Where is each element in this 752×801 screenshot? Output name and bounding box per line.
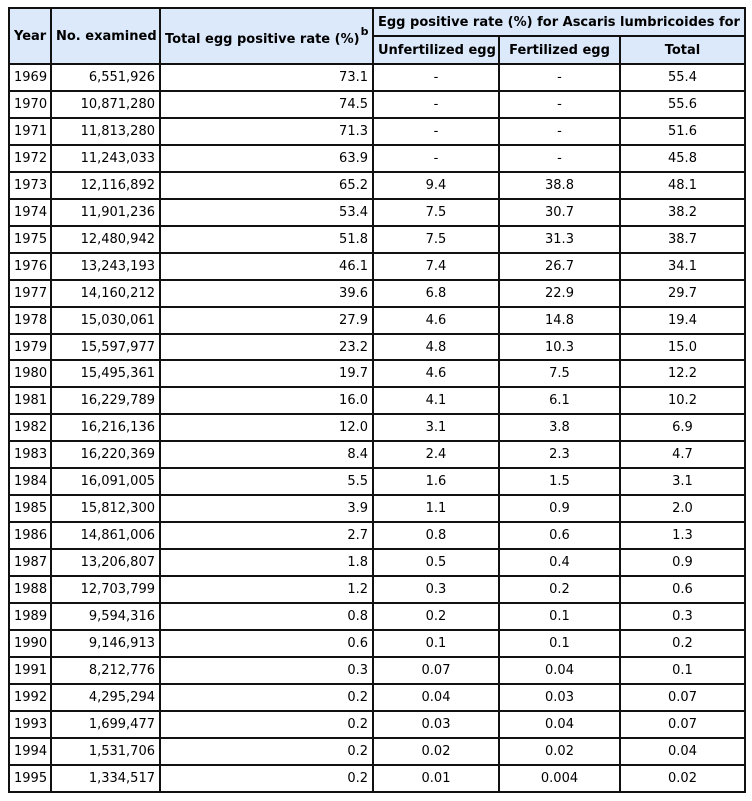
table-row xyxy=(9,522,745,549)
col-header-total-egg-positive-rate xyxy=(160,8,373,64)
cell-no-examined: 11,243,033 xyxy=(51,145,160,172)
cell-total-rate: 0.6 xyxy=(160,630,373,657)
cell-no-examined: 16,220,369 xyxy=(51,441,160,468)
cell-no-examined: 4,295,294 xyxy=(51,684,160,711)
table-header xyxy=(9,8,745,64)
cell-unfertilized: 4.1 xyxy=(373,387,499,414)
cell-fertilized: - xyxy=(499,91,620,118)
cell-no-examined: 1,531,706 xyxy=(51,738,160,765)
cell-total-rate: 12.0 xyxy=(160,414,373,441)
table-row xyxy=(9,711,745,738)
cell-fertilized: - xyxy=(499,64,620,91)
cell-total-rate: 46.1 xyxy=(160,253,373,280)
cell-no-examined: 12,116,892 xyxy=(51,172,160,199)
table-row xyxy=(9,576,745,603)
cell-year: 1969 xyxy=(9,64,51,91)
cell-fertilized: 30.7 xyxy=(499,199,620,226)
cell-year: 1982 xyxy=(9,414,51,441)
cell-total: 0.6 xyxy=(620,576,745,603)
cell-unfertilized: 2.4 xyxy=(373,441,499,468)
cell-fertilized: 0.9 xyxy=(499,495,620,522)
cell-no-examined: 11,813,280 xyxy=(51,118,160,145)
cell-year: 1994 xyxy=(9,738,51,765)
cell-unfertilized: 7.5 xyxy=(373,226,499,253)
cell-total-rate: 71.3 xyxy=(160,118,373,145)
table-row xyxy=(9,549,745,576)
cell-fertilized: 0.1 xyxy=(499,630,620,657)
cell-no-examined: 16,091,005 xyxy=(51,468,160,495)
cell-no-examined: 15,030,061 xyxy=(51,307,160,334)
cell-total: 6.9 xyxy=(620,414,745,441)
cell-total-rate: 0.8 xyxy=(160,603,373,630)
cell-year: 1988 xyxy=(9,576,51,603)
table-row xyxy=(9,64,745,91)
col-header-unfertilized-egg: Unfertilized egg xyxy=(373,36,499,64)
footnote-marker: b xyxy=(360,25,369,38)
cell-total: 38.7 xyxy=(620,226,745,253)
cell-no-examined: 16,229,789 xyxy=(51,387,160,414)
cell-fertilized: - xyxy=(499,118,620,145)
cell-fertilized: 0.6 xyxy=(499,522,620,549)
cell-unfertilized: 0.01 xyxy=(373,765,499,792)
cell-fertilized: 31.3 xyxy=(499,226,620,253)
cell-total-rate: 51.8 xyxy=(160,226,373,253)
table-row xyxy=(9,91,745,118)
cell-total: 0.9 xyxy=(620,549,745,576)
cell-total: 12.2 xyxy=(620,360,745,387)
cell-fertilized: 0.1 xyxy=(499,603,620,630)
cell-year: 1970 xyxy=(9,91,51,118)
cell-total-rate: 0.2 xyxy=(160,738,373,765)
cell-total-rate: 1.8 xyxy=(160,549,373,576)
cell-no-examined: 1,334,517 xyxy=(51,765,160,792)
cell-total-rate: 39.6 xyxy=(160,280,373,307)
cell-total: 55.6 xyxy=(620,91,745,118)
cell-year: 1990 xyxy=(9,630,51,657)
cell-year: 1981 xyxy=(9,387,51,414)
cell-no-examined: 11,901,236 xyxy=(51,199,160,226)
cell-no-examined: 12,480,942 xyxy=(51,226,160,253)
cell-total-rate: 73.1 xyxy=(160,64,373,91)
cell-unfertilized: 0.8 xyxy=(373,522,499,549)
table-row xyxy=(9,387,745,414)
cell-total-rate: 0.2 xyxy=(160,684,373,711)
cell-no-examined: 14,160,212 xyxy=(51,280,160,307)
cell-year: 1980 xyxy=(9,360,51,387)
cell-no-examined: 14,861,006 xyxy=(51,522,160,549)
cell-year: 1983 xyxy=(9,441,51,468)
cell-total: 19.4 xyxy=(620,307,745,334)
cell-year: 1972 xyxy=(9,145,51,172)
cell-total: 2.0 xyxy=(620,495,745,522)
table-row xyxy=(9,145,745,172)
cell-unfertilized: 3.1 xyxy=(373,414,499,441)
cell-unfertilized: 7.5 xyxy=(373,199,499,226)
cell-unfertilized: 6.8 xyxy=(373,280,499,307)
cell-total-rate: 2.7 xyxy=(160,522,373,549)
cell-total: 3.1 xyxy=(620,468,745,495)
cell-total: 15.0 xyxy=(620,334,745,361)
cell-total: 55.4 xyxy=(620,64,745,91)
cell-fertilized: 38.8 xyxy=(499,172,620,199)
cell-fertilized: 3.8 xyxy=(499,414,620,441)
table-row xyxy=(9,441,745,468)
cell-fertilized: 14.8 xyxy=(499,307,620,334)
cell-unfertilized: 0.3 xyxy=(373,576,499,603)
table-row xyxy=(9,253,745,280)
cell-unfertilized: 4.6 xyxy=(373,360,499,387)
cell-fertilized: 0.4 xyxy=(499,549,620,576)
cell-no-examined: 8,212,776 xyxy=(51,657,160,684)
cell-total: 29.7 xyxy=(620,280,745,307)
cell-total-rate: 65.2 xyxy=(160,172,373,199)
cell-year: 1974 xyxy=(9,199,51,226)
cell-no-examined: 9,146,913 xyxy=(51,630,160,657)
cell-fertilized: 0.004 xyxy=(499,765,620,792)
cell-total-rate: 5.5 xyxy=(160,468,373,495)
cell-year: 1991 xyxy=(9,657,51,684)
cell-total-rate: 8.4 xyxy=(160,441,373,468)
cell-year: 1987 xyxy=(9,549,51,576)
table-row xyxy=(9,199,745,226)
cell-year: 1977 xyxy=(9,280,51,307)
table-row xyxy=(9,468,745,495)
cell-fertilized: 6.1 xyxy=(499,387,620,414)
cell-total-rate: 74.5 xyxy=(160,91,373,118)
cell-total: 10.2 xyxy=(620,387,745,414)
cell-year: 1985 xyxy=(9,495,51,522)
cell-no-examined: 10,871,280 xyxy=(51,91,160,118)
cell-unfertilized: 0.1 xyxy=(373,630,499,657)
table-row xyxy=(9,684,745,711)
cell-fertilized: 1.5 xyxy=(499,468,620,495)
cell-total-rate: 3.9 xyxy=(160,495,373,522)
cell-no-examined: 15,812,300 xyxy=(51,495,160,522)
table-row xyxy=(9,765,745,792)
cell-total: 1.3 xyxy=(620,522,745,549)
cell-no-examined: 12,703,799 xyxy=(51,576,160,603)
cell-unfertilized: - xyxy=(373,64,499,91)
table-row xyxy=(9,414,745,441)
col-group-header-ascaris: Egg positive rate (%) for Ascaris lumbricoides for xyxy=(373,8,745,36)
cell-year: 1995 xyxy=(9,765,51,792)
table-row xyxy=(9,603,745,630)
cell-fertilized: 26.7 xyxy=(499,253,620,280)
cell-no-examined: 9,594,316 xyxy=(51,603,160,630)
cell-no-examined: 13,206,807 xyxy=(51,549,160,576)
cell-total: 4.7 xyxy=(620,441,745,468)
cell-unfertilized: 0.2 xyxy=(373,603,499,630)
cell-fertilized: 2.3 xyxy=(499,441,620,468)
cell-total: 0.2 xyxy=(620,630,745,657)
cell-total-rate: 1.2 xyxy=(160,576,373,603)
cell-year: 1979 xyxy=(9,334,51,361)
cell-total: 34.1 xyxy=(620,253,745,280)
cell-year: 1973 xyxy=(9,172,51,199)
cell-unfertilized: 1.1 xyxy=(373,495,499,522)
table-row xyxy=(9,226,745,253)
table-body xyxy=(9,64,745,792)
table-row xyxy=(9,630,745,657)
cell-fertilized: 0.2 xyxy=(499,576,620,603)
cell-total-rate: 0.2 xyxy=(160,711,373,738)
cell-no-examined: 16,216,136 xyxy=(51,414,160,441)
cell-unfertilized: 0.5 xyxy=(373,549,499,576)
cell-total: 0.07 xyxy=(620,711,745,738)
cell-total: 0.04 xyxy=(620,738,745,765)
cell-total-rate: 0.3 xyxy=(160,657,373,684)
cell-no-examined: 15,495,361 xyxy=(51,360,160,387)
cell-total: 38.2 xyxy=(620,199,745,226)
cell-fertilized: 0.04 xyxy=(499,711,620,738)
cell-fertilized: 7.5 xyxy=(499,360,620,387)
cell-unfertilized: - xyxy=(373,118,499,145)
cell-unfertilized: 0.07 xyxy=(373,657,499,684)
cell-total-rate: 63.9 xyxy=(160,145,373,172)
table-row xyxy=(9,738,745,765)
cell-year: 1978 xyxy=(9,307,51,334)
cell-total-rate: 23.2 xyxy=(160,334,373,361)
cell-unfertilized: - xyxy=(373,145,499,172)
cell-unfertilized: 0.02 xyxy=(373,738,499,765)
cell-no-examined: 13,243,193 xyxy=(51,253,160,280)
cell-year: 1992 xyxy=(9,684,51,711)
table-row xyxy=(9,307,745,334)
cell-total: 51.6 xyxy=(620,118,745,145)
cell-total: 0.07 xyxy=(620,684,745,711)
cell-total-rate: 27.9 xyxy=(160,307,373,334)
cell-unfertilized: 4.6 xyxy=(373,307,499,334)
cell-year: 1976 xyxy=(9,253,51,280)
cell-fertilized: 22.9 xyxy=(499,280,620,307)
cell-fertilized: 0.03 xyxy=(499,684,620,711)
cell-year: 1986 xyxy=(9,522,51,549)
total-rate-label: Total egg positive rate (%) xyxy=(165,32,360,47)
cell-year: 1984 xyxy=(9,468,51,495)
col-header-total: Total xyxy=(620,36,745,64)
cell-total-rate: 16.0 xyxy=(160,387,373,414)
cell-total: 45.8 xyxy=(620,145,745,172)
cell-no-examined: 15,597,977 xyxy=(51,334,160,361)
cell-total: 48.1 xyxy=(620,172,745,199)
table-row xyxy=(9,280,745,307)
cell-year: 1975 xyxy=(9,226,51,253)
cell-unfertilized: 1.6 xyxy=(373,468,499,495)
table-row xyxy=(9,657,745,684)
ascaris-egg-table xyxy=(8,7,746,793)
cell-fertilized: 0.02 xyxy=(499,738,620,765)
col-header-fertilized-egg: Fertilized egg xyxy=(499,36,620,64)
cell-total-rate: 19.7 xyxy=(160,360,373,387)
cell-year: 1971 xyxy=(9,118,51,145)
cell-fertilized: - xyxy=(499,145,620,172)
cell-unfertilized: 0.04 xyxy=(373,684,499,711)
cell-fertilized: 0.04 xyxy=(499,657,620,684)
cell-total-rate: 0.2 xyxy=(160,765,373,792)
cell-unfertilized: 7.4 xyxy=(373,253,499,280)
cell-unfertilized: - xyxy=(373,91,499,118)
cell-year: 1993 xyxy=(9,711,51,738)
cell-no-examined: 6,551,926 xyxy=(51,64,160,91)
col-header-year: Year xyxy=(9,8,51,64)
table-row xyxy=(9,172,745,199)
cell-total: 0.1 xyxy=(620,657,745,684)
cell-total: 0.3 xyxy=(620,603,745,630)
cell-year: 1989 xyxy=(9,603,51,630)
cell-total-rate: 53.4 xyxy=(160,199,373,226)
col-header-no-examined: No. examined xyxy=(51,8,160,64)
table-row xyxy=(9,334,745,361)
cell-no-examined: 1,699,477 xyxy=(51,711,160,738)
cell-fertilized: 10.3 xyxy=(499,334,620,361)
header-row-1 xyxy=(9,8,745,36)
table-row xyxy=(9,360,745,387)
table-row xyxy=(9,495,745,522)
cell-unfertilized: 9.4 xyxy=(373,172,499,199)
cell-unfertilized: 4.8 xyxy=(373,334,499,361)
cell-total: 0.02 xyxy=(620,765,745,792)
cell-unfertilized: 0.03 xyxy=(373,711,499,738)
table-row xyxy=(9,118,745,145)
